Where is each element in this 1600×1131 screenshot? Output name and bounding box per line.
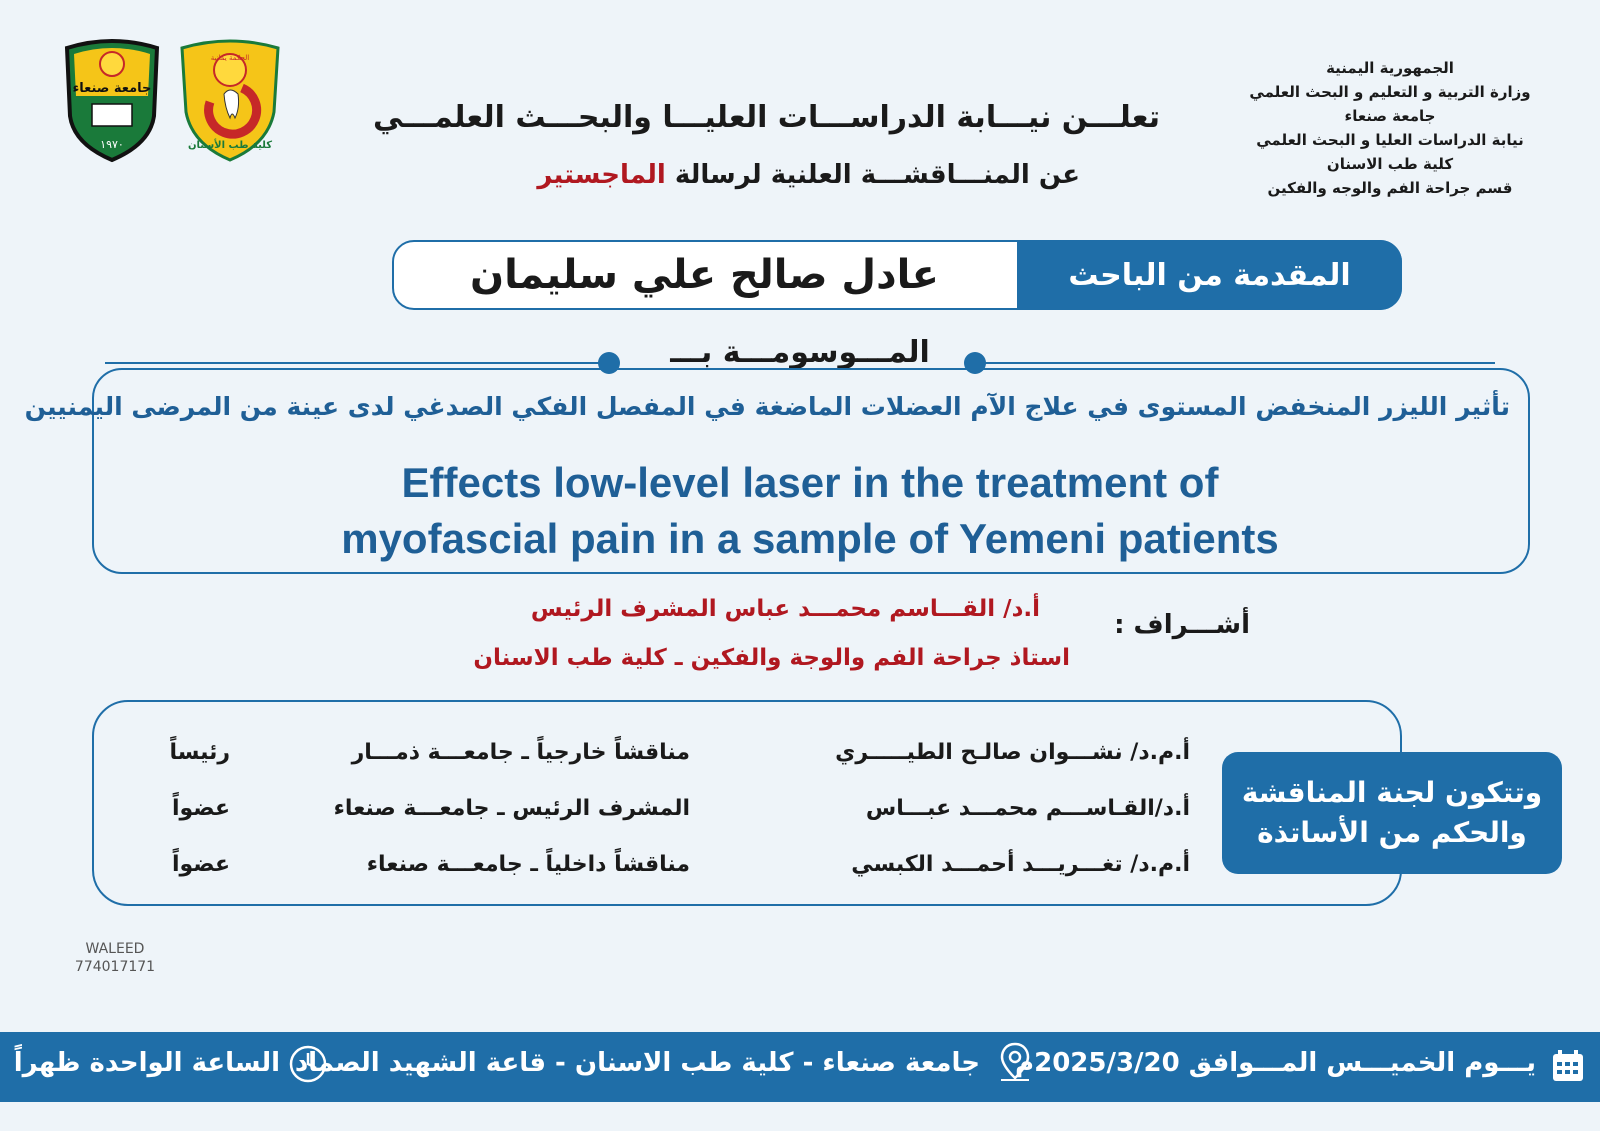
calendar-icon bbox=[1550, 1048, 1586, 1084]
sanaa-university-logo bbox=[67, 41, 157, 160]
supervisor-title: استاذ جراحة الفم والوجة والفكين ـ كلية طب الاسنان bbox=[473, 645, 1070, 671]
committee-member-row bbox=[130, 796, 1190, 836]
member-name: أ.د/القـاســـم محمـــد عبـــاس bbox=[865, 796, 1190, 821]
member-position: عضواً bbox=[171, 852, 230, 877]
logos bbox=[62, 36, 292, 166]
presenter-name: عادل صالح علي سليمان bbox=[470, 252, 939, 298]
degree-label: الماجستير bbox=[537, 160, 666, 190]
ministry-header bbox=[1240, 56, 1540, 200]
event-date: يـــوم الخميـــس المـــوافق 2025/3/20م bbox=[1015, 1048, 1536, 1078]
member-name: أ.م.د/ تغـــريـــد أحمـــد الكبسي bbox=[851, 852, 1190, 877]
ministry-line-department: قسم جراحة الفم والوجه والفكين bbox=[1267, 179, 1513, 197]
designer-watermark bbox=[70, 940, 160, 976]
committee-label-line-1: وتتكون لجنة المناقشة bbox=[1241, 776, 1543, 809]
ministry-line-university: جامعة صنعاء bbox=[1344, 107, 1436, 125]
announcement-text: عن المنـــاقشـــة العلنية لرسالة bbox=[665, 160, 1080, 190]
watermark-name: WALEED bbox=[85, 941, 145, 957]
event-time: الساعة الواحدة ظهراً bbox=[13, 1048, 280, 1078]
presenter-label: المقدمة من الباحث bbox=[1017, 240, 1402, 310]
university-logos bbox=[62, 36, 292, 166]
member-name: أ.م.د/ نشـــوان صالـح الطيـــــري bbox=[835, 740, 1190, 765]
thesis-title-english bbox=[110, 455, 1510, 567]
thesis-title-arabic: تأثير الليزر المنخفض المستوى في علاج الآم العضلات الماضغة في المفصل الفكي الصدغي لدى عينة من المرضى اليمنيين bbox=[24, 392, 1510, 421]
member-position: رئيساً bbox=[169, 740, 230, 765]
member-position: عضواً bbox=[171, 796, 230, 821]
member-role: مناقشاً خارجياً ـ جامعـــة ذمـــار bbox=[351, 740, 690, 765]
committee-member-row bbox=[130, 852, 1190, 892]
committee-label-line-2: والحكم من الأساتذة bbox=[1257, 816, 1527, 849]
dentistry-faculty-logo bbox=[182, 41, 278, 160]
ministry-line-faculty: كلية طب الاسنان bbox=[1326, 155, 1454, 173]
thesis-title-english-line-1: Effects low-level laser in the treatment of bbox=[401, 459, 1219, 506]
thesis-title-english-line-2: myofascial pain in a sample of Yemeni patients bbox=[341, 515, 1279, 562]
ministry-line-country: الجمهورية اليمنية bbox=[1326, 59, 1454, 77]
location-pin-icon bbox=[995, 1040, 1035, 1084]
supervisor-name: أ.د/ القـــاسم محمـــد عباس المشرف الرئيس bbox=[530, 596, 1040, 622]
university-logo-text: جامعة صنعاء bbox=[72, 81, 152, 96]
university-logo-year: ١٩٧٠ bbox=[100, 138, 124, 151]
member-role: مناقشاً داخلياً ـ جامعـــة صنعاء bbox=[366, 852, 690, 877]
committee-member-row bbox=[130, 740, 1190, 780]
committee-label bbox=[1222, 752, 1562, 874]
faculty-logo-badge: الحكمة يمانية bbox=[210, 54, 250, 62]
presenter-box bbox=[392, 240, 1402, 310]
member-role: المشرف الرئيس ـ جامعـــة صنعاء bbox=[333, 796, 690, 821]
announcement-line-2 bbox=[537, 160, 1080, 190]
titled-label: المـــوسومـــة بـــ bbox=[670, 335, 930, 370]
faculty-logo-text: كلية طب الأسنان bbox=[187, 140, 273, 151]
watermark-phone: 774017171 bbox=[74, 959, 156, 975]
clock-icon bbox=[288, 1044, 328, 1084]
announcement-line-1: تعلـــن نيـــابة الدراســـات العليـــا والبحـــث العلمـــي bbox=[372, 100, 1160, 135]
ministry-line-graduate: نيابة الدراسات العليا و البحث العلمي bbox=[1256, 131, 1524, 149]
event-location: جامعة صنعاء - كلية طب الاسنان - قاعة الشهيد الصماد bbox=[294, 1048, 980, 1078]
supervision-label: أشـــراف : bbox=[1114, 610, 1250, 640]
ministry-line-ministry: وزارة التربية و التعليم و البحث العلمي bbox=[1249, 83, 1531, 101]
